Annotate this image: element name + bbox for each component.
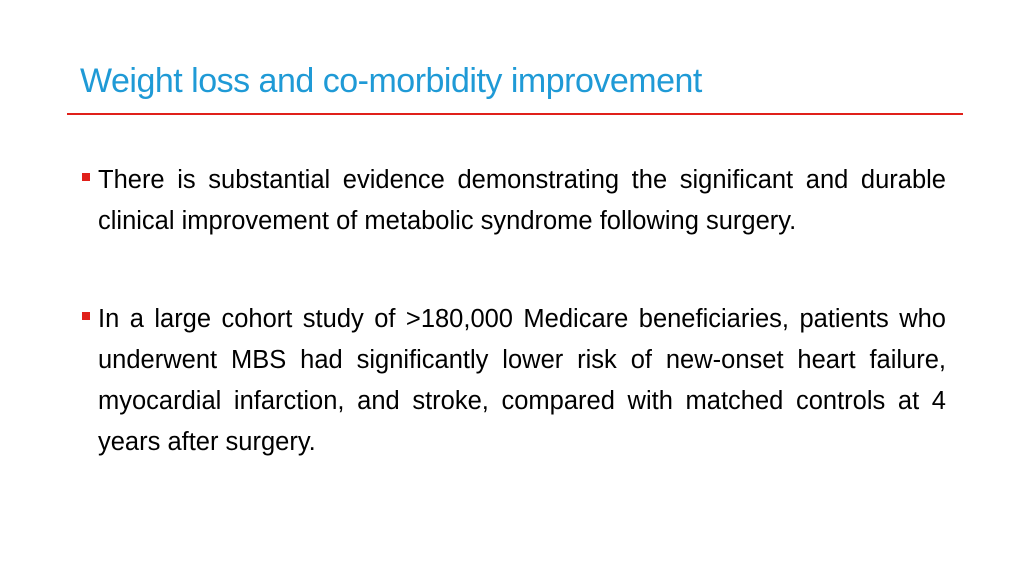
bullet-item-2 — [80, 299, 946, 463]
square-bullet-icon — [82, 312, 90, 320]
bullet-list — [80, 160, 946, 520]
slide-title: Weight loss and co-morbidity improvement — [80, 62, 702, 100]
square-bullet-icon — [82, 173, 90, 181]
bullet-item-1 — [80, 160, 946, 242]
bullet-text-2: In a large cohort study of >180,000 Medicare beneficiaries, patients who underwent MBS had significantly lower risk of new-onset heart failure, myocardial infarction, and stroke, compared with matched controls at 4 years after surgery. — [98, 305, 946, 456]
title-underline — [67, 113, 963, 115]
bullet-text-1: There is substantial evidence demonstrating the significant and durable clinical improvement of metabolic syndrome following surgery. — [98, 166, 946, 235]
